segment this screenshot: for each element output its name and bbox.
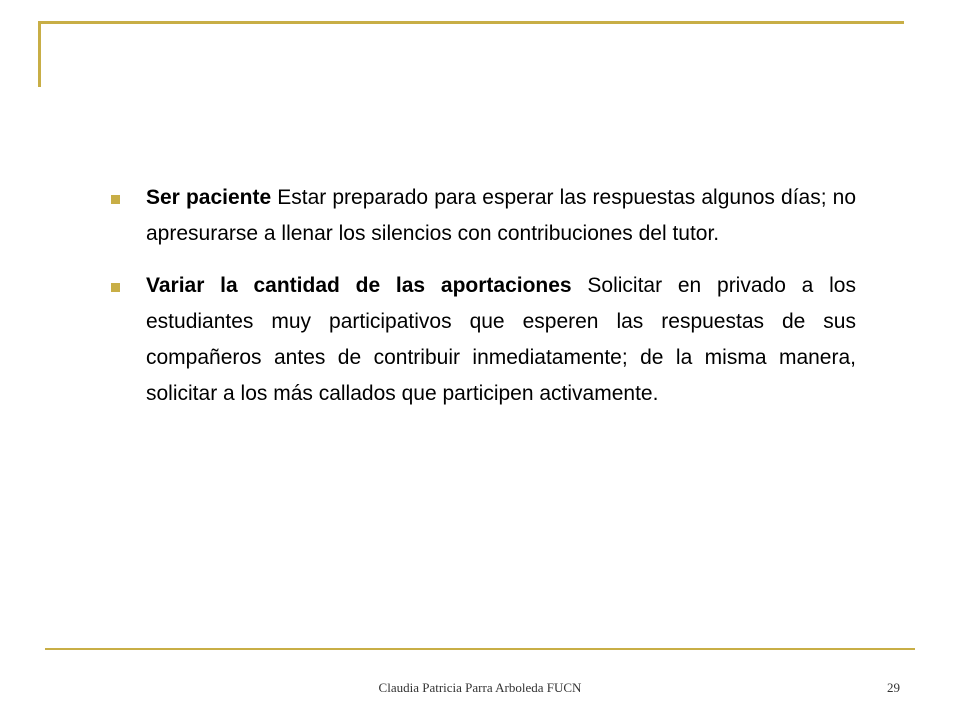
bottom-rule <box>45 648 915 650</box>
bullet-term: Ser paciente <box>146 186 278 209</box>
square-bullet-icon <box>111 283 120 292</box>
footer-author: Claudia Patricia Parra Arboleda FUCN <box>378 680 582 695</box>
bullet-text: Solicitar en privado a los estudiantes muy participativos que esperen las respuestas de sus compañeros antes de contribuir inmediatamente; de la misma manera, solicitar a los más callados que participen activamente. <box>146 274 856 405</box>
page-number: 29 <box>887 680 900 695</box>
bullet-list <box>108 180 856 428</box>
left-rule <box>38 21 41 87</box>
bullet-text: Estar preparado para esperar las respuestas algunos días; no apresurarse a llenar los silencios con contribuciones del tutor. <box>146 186 856 245</box>
bullet-item-ser-paciente <box>108 180 856 252</box>
square-bullet-icon <box>111 195 120 204</box>
top-rule <box>38 21 904 24</box>
bullet-item-variar-cantidad <box>108 268 856 412</box>
bullet-term: Variar la cantidad de las aportaciones <box>146 274 588 297</box>
